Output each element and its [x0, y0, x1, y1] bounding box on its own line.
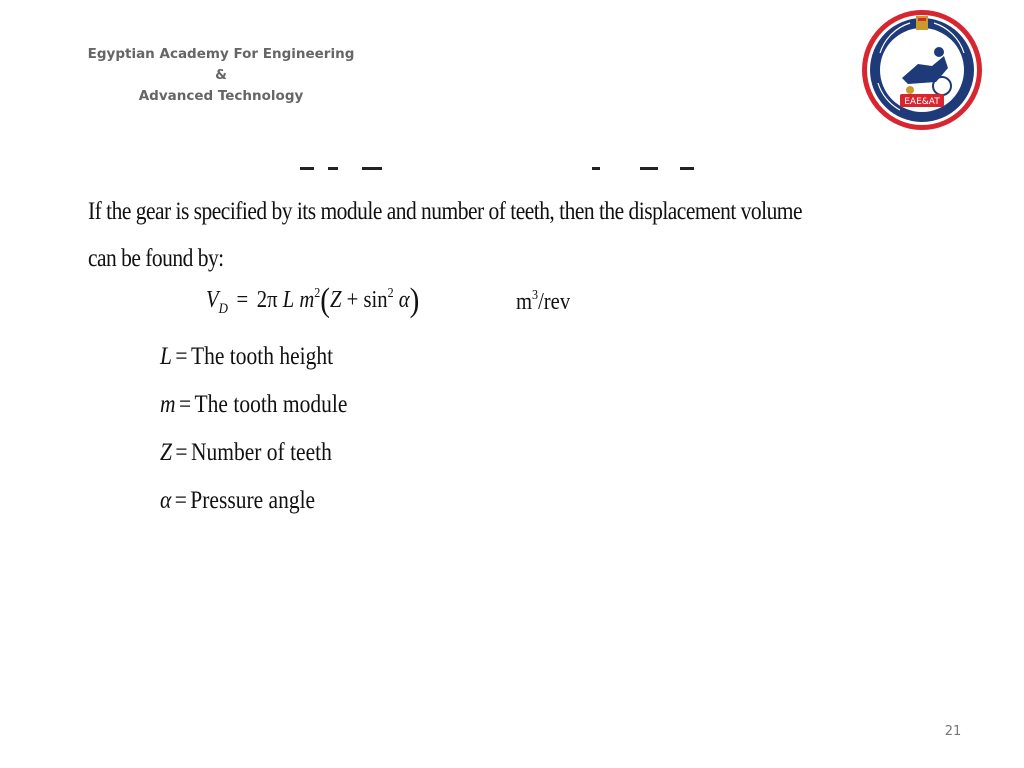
formula-sin: sin [363, 287, 388, 313]
formula-module-exponent: 2 [314, 286, 321, 301]
definition-item [160, 484, 347, 532]
formula-open-paren: ( [320, 282, 331, 319]
definition-text: The tooth module [194, 391, 348, 418]
institution-name-line1: Egyptian Academy For Engineering & [87, 46, 355, 83]
definition-symbol: Z [160, 439, 172, 466]
cropped-text-line-decoration [300, 158, 730, 170]
formula-module-symbol: m [299, 287, 315, 313]
page-number: 21 [944, 724, 962, 739]
academy-seal-logo-icon [860, 8, 984, 132]
displacement-volume-formula [206, 282, 420, 319]
intro-paragraph: If the gear is specified by its module and number of teeth, then the displacement volume can be found by: [88, 198, 803, 272]
definition-text: Number of teeth [190, 439, 332, 466]
formula-angle-symbol: α [398, 287, 410, 313]
definition-equals: = [174, 487, 187, 514]
definition-text: Pressure angle [190, 487, 316, 514]
formula-plus: + [346, 287, 359, 313]
definition-item [160, 388, 347, 436]
formula-units [516, 288, 570, 316]
definition-equals: = [175, 439, 188, 466]
definition-symbol: α [160, 487, 172, 514]
formula-equals: = [236, 287, 249, 313]
formula-length-symbol: L [282, 287, 295, 313]
formula-lhs-subscript: D [218, 301, 228, 317]
definition-text: The tooth height [190, 343, 334, 370]
units-rest: /rev [538, 289, 571, 315]
formula-close-paren: ) [409, 282, 420, 319]
formula-teeth-symbol: Z [330, 287, 342, 313]
institution-name-line2: Advanced Technology [138, 88, 304, 104]
formula-coefficient: 2π [256, 287, 278, 313]
formula-lhs-symbol: V [206, 287, 219, 313]
definition-equals: = [178, 391, 192, 418]
units-base: m [516, 289, 533, 315]
definition-item [160, 340, 347, 388]
formula-sin-exponent: 2 [387, 286, 394, 301]
logo-text: EAE&AT [904, 97, 940, 107]
definition-equals: = [175, 343, 188, 370]
institution-header [80, 44, 362, 107]
units-exponent: 3 [532, 288, 539, 303]
definition-symbol: L [160, 343, 172, 370]
symbol-definitions-list [160, 340, 378, 532]
definition-item [160, 436, 347, 484]
definition-symbol: m [160, 391, 176, 418]
